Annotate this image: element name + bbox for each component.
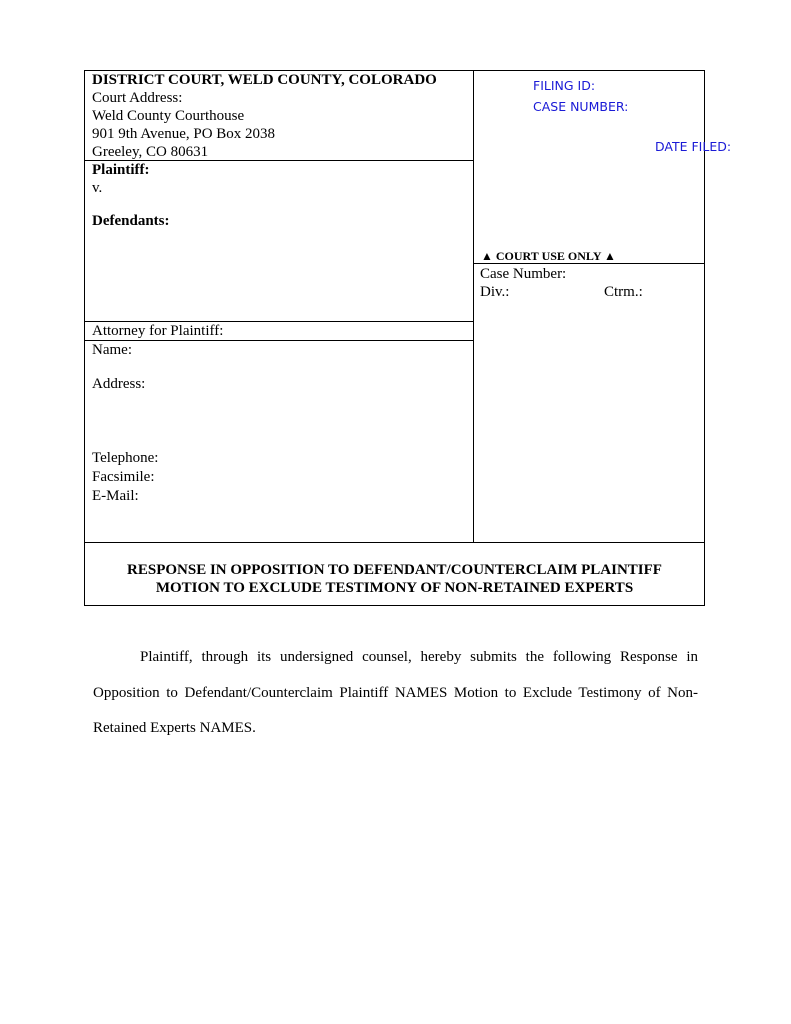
plaintiff-label: Plaintiff:: [92, 162, 150, 178]
document-title-line-1: RESPONSE IN OPPOSITION TO DEFENDANT/COUNTERCLAIM PLAINTIFF: [127, 562, 662, 578]
filing-id-label: FILING ID:: [533, 78, 596, 93]
court-use-only-label: ▲ COURT USE ONLY ▲: [481, 249, 616, 263]
attorney-telephone-label: Telephone:: [92, 450, 159, 466]
court-address-label: Court Address:: [92, 90, 183, 106]
attorney-heading: Attorney for Plaintiff:: [92, 323, 224, 339]
attorney-heading-divider: [85, 340, 473, 341]
defendants-label: Defendants:: [92, 213, 170, 229]
body-text: [93, 640, 698, 747]
document-title-line-2: MOTION TO EXCLUDE TESTIMONY OF NON-RETAINED EXPERTS: [155, 580, 634, 596]
case-number-stamp-label: CASE NUMBER:: [533, 99, 629, 114]
attorney-facsimile-label: Facsimile:: [92, 469, 155, 485]
court-city: Greeley, CO 80631: [92, 144, 209, 160]
division-label: Div.:: [480, 284, 510, 300]
case-number-label: Case Number:: [480, 266, 567, 282]
title-section-divider: [85, 542, 704, 543]
caption-table: [84, 70, 732, 606]
date-filed-label: DATE FILED:: [655, 139, 732, 154]
court-building: Weld County Courthouse: [92, 108, 245, 124]
attorney-email-label: E-Mail:: [92, 488, 139, 504]
courtroom-label: Ctrm.:: [604, 284, 643, 300]
caption-column-divider: [473, 71, 474, 543]
attorney-address-label: Address:: [92, 376, 146, 392]
court-street: 901 9th Avenue, PO Box 2038: [92, 126, 276, 142]
body-paragraph: Plaintiff, through its undersigned counsel, hereby submits the following Response in Opposition to Defendant/Counterclaim Plaintiff NAMES Motion to Exclude Testimony of Non-Retained Experts NAMES.: [93, 649, 698, 736]
attorney-name-label: Name:: [92, 342, 132, 358]
document-title: [85, 561, 704, 597]
court-name: DISTRICT COURT, WELD COUNTY, COLORADO: [92, 72, 437, 88]
versus-label: v.: [92, 180, 103, 196]
